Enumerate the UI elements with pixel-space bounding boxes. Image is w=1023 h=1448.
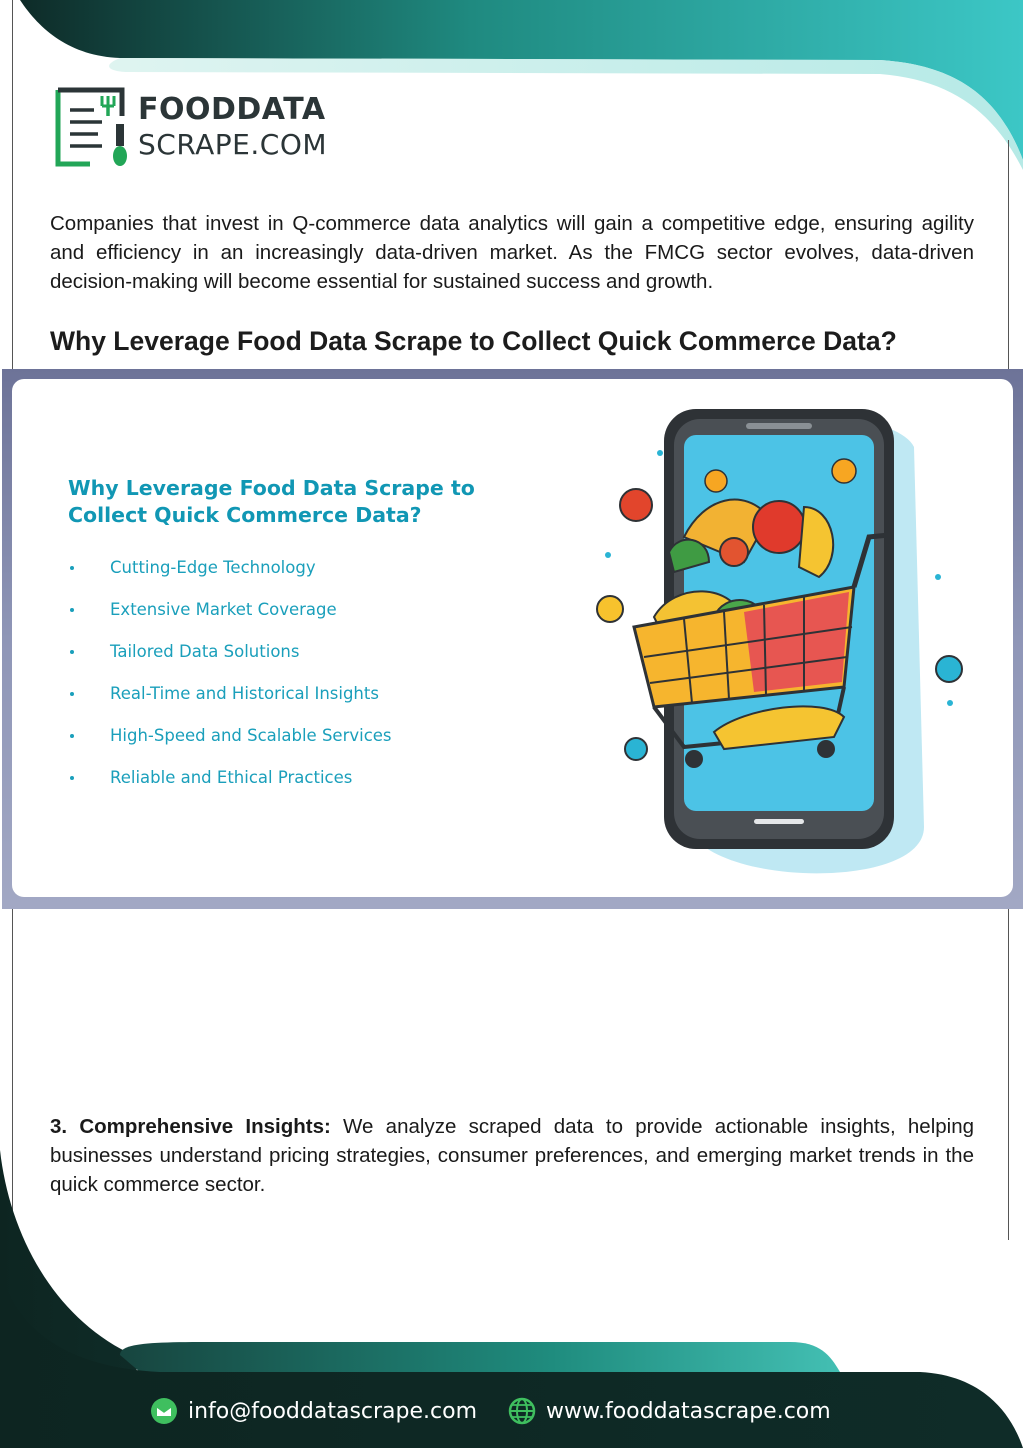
insights-text: We analyze scraped data to provide actionable insights, helping businesses understand pricing strategies, consumer preferences, and emerging market trends in the quick commerce sector. (50, 1115, 974, 1196)
bullet-icon (70, 566, 74, 570)
website-contact[interactable] (508, 1394, 831, 1428)
logo-wordmark-top: FOODDATA (138, 92, 326, 127)
globe-icon (508, 1397, 536, 1425)
bullet-icon (70, 776, 74, 780)
list-item (68, 599, 392, 641)
list-item-label: High-Speed and Scalable Services (110, 726, 392, 745)
list-item (68, 683, 392, 725)
receipt-fork-spoon-icon (52, 86, 128, 168)
email-contact[interactable] (150, 1394, 477, 1428)
phone-grocery-cart-illustration (594, 387, 994, 887)
bullet-icon (70, 650, 74, 654)
list-item-label: Cutting-Edge Technology (110, 558, 316, 577)
bullet-icon (70, 608, 74, 612)
list-item-label: Reliable and Ethical Practices (110, 768, 353, 787)
list-item (68, 641, 392, 683)
intro-paragraph: Companies that invest in Q-commerce data analytics will gain a competitive edge, ensuring agility and efficiency in an increasingly data-driven market. As the FMCG sector evolves, data-driven decision-making will become essential for sustained success and growth. (50, 212, 974, 293)
list-item (68, 767, 392, 809)
bullet-icon (70, 692, 74, 696)
list-item-label: Real-Time and Historical Insights (110, 684, 379, 703)
benefits-list (68, 557, 392, 809)
bullet-icon (70, 734, 74, 738)
list-item (68, 557, 392, 599)
section-heading: Why Leverage Food Data Scrape to Collect Quick Commerce Data? (50, 326, 897, 356)
logo-wordmark-bottom: SCRAPE.COM (138, 128, 328, 161)
fooddatascrape-logo (52, 86, 342, 170)
infographic-banner (2, 369, 1023, 909)
website-link[interactable]: www.fooddatascrape.com (546, 1398, 831, 1424)
infographic-card (12, 379, 1013, 897)
mail-icon (150, 1397, 178, 1425)
insights-lead: 3. Comprehensive Insights: (50, 1115, 331, 1138)
email-link[interactable]: info@fooddatascrape.com (188, 1398, 478, 1424)
infographic-heading: Why Leverage Food Data Scrape to Collect Quick Commerce Data? (68, 476, 475, 527)
list-item (68, 725, 392, 767)
list-item-label: Extensive Market Coverage (110, 600, 337, 619)
list-item-label: Tailored Data Solutions (110, 642, 300, 661)
footer-contacts (150, 1394, 870, 1428)
